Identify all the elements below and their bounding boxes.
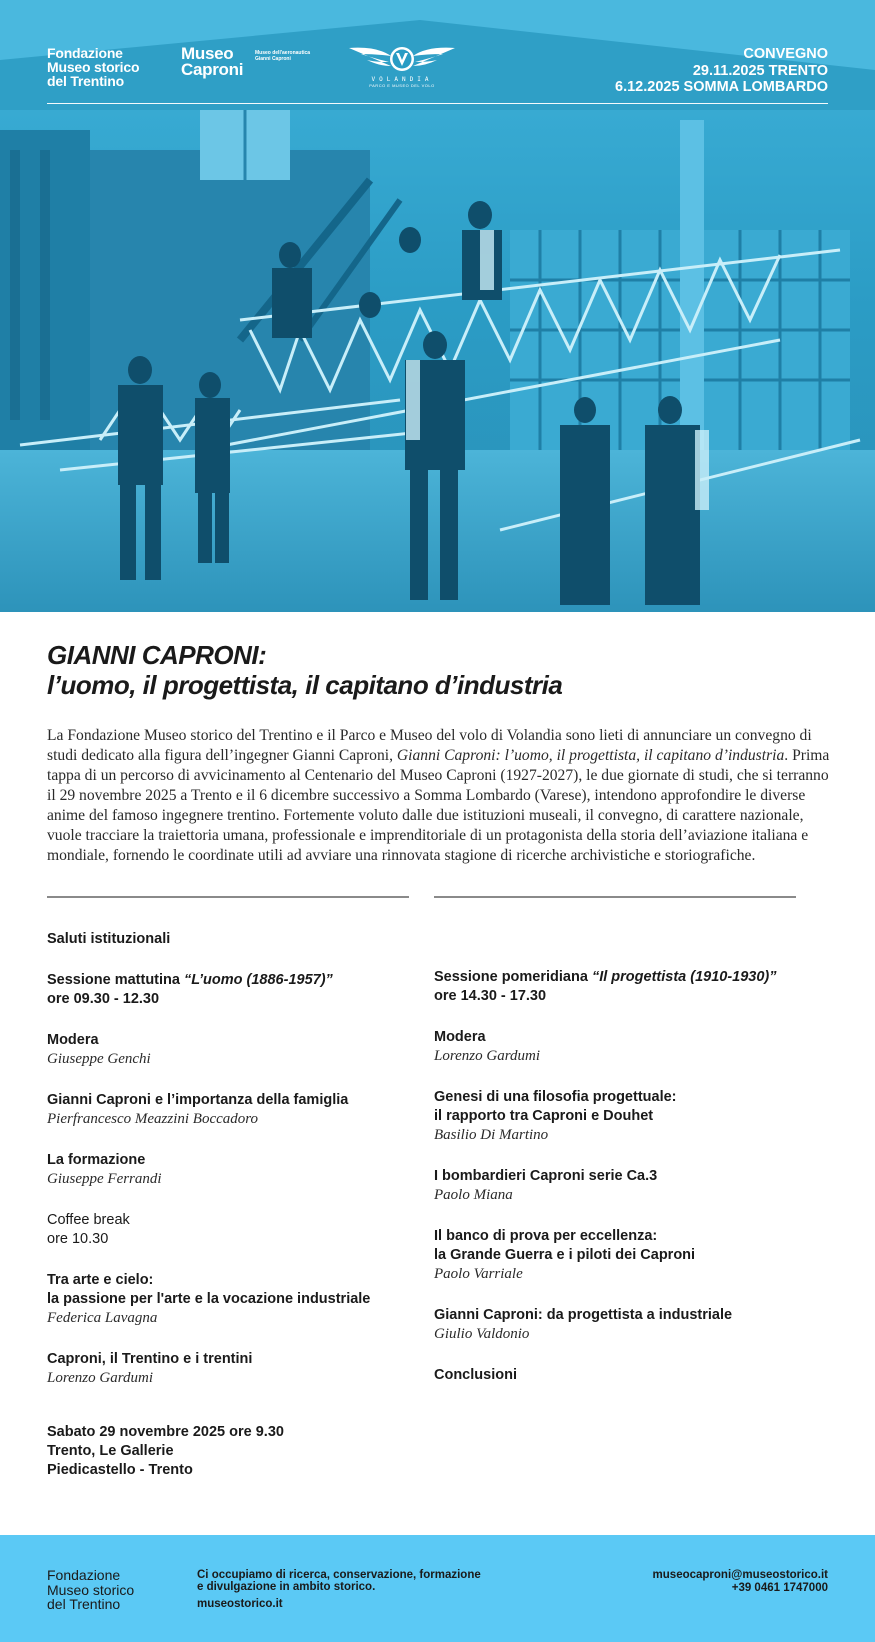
greetings: Saluti istituzionali: [47, 931, 171, 947]
footer-contact: [653, 1569, 828, 1594]
footer: [0, 1535, 875, 1642]
morning-moderator: Modera Giuseppe Genchi: [47, 1032, 151, 1067]
talk-item: Gianni Caproni: da progettista a industriale Giulio Valdonio: [434, 1307, 733, 1342]
volandia-logo: VOLANDIA PARCO E MUSEO DEL VOLO: [347, 42, 457, 92]
talk-item: Il banco di prova per eccellenza: la Grande Guerra e i piloti dei Caproni Paolo Varriale: [434, 1228, 696, 1282]
closing-remarks: Conclusioni: [434, 1367, 517, 1383]
afternoon-moderator: Modera Lorenzo Gardumi: [434, 1029, 540, 1064]
intro-italic-title: Gianni Caproni: l’uomo, il progettista, il capitano d’industria: [396, 747, 785, 764]
hero-header: [47, 44, 828, 104]
footer-mission: Ci occupiamo di ricerca, conservazione, formazione e divulgazione in ambito storico.: [197, 1569, 481, 1593]
venue-date: Sabato 29 novembre 2025 ore 9.30: [47, 1424, 284, 1440]
intro-paragraph: La Fondazione Museo storico del Trentino e il Parco e Museo del volo di Volandia sono lieti di annunciare un convegno di studi dedicato alla figura dell’ingegner Gianni Caproni, Gianni Caproni: l’uomo, il progettista, il capitano d’industria. Prima tappa di un percorso di avvicinamento al Centenario del Museo Caproni (1927-2027), le due giornate di studi, che si terranno il 29 novembre 2025 a Trento e il 6 dicembre successivo a Somma Lombardo (Varese), intendono approfondire le diverse anime del famoso ingegnere trentino. Fortemente voluto dalle due istituzioni museali, il convegno, di carattere nazionale, vuole tracciare la traiettoria umana, professionale e imprenditoriale di un protagonista della storia dell’aviazione italiana e mondiale, fornendo le coordinate utili ad avviare una rinnovata stagione di ricerche archivistiche e storiografiche.: [47, 727, 830, 864]
phone-number: +39 0461 1747000: [731, 1581, 828, 1594]
page-title: GIANNI CAPRONI: l’uomo, il progettista, il capitano d’industria: [47, 640, 563, 700]
email-link[interactable]: museocaproni@museostorico.it: [652, 1569, 828, 1581]
talk-item: Gianni Caproni e l’importanza della famiglia Pierfrancesco Meazzini Boccadoro: [47, 1092, 349, 1127]
divider: [434, 896, 796, 898]
program: [47, 896, 828, 1480]
afternoon-session: Sessione pomeridiana “Il progettista (1910-1930)” ore 14.30 - 17.30: [434, 969, 777, 1004]
hero-section: [0, 0, 875, 612]
fondazione-logo: Fondazione Museo storico del Trentino: [47, 45, 140, 89]
program-right-column: [434, 896, 796, 1480]
coffee-break: Coffee break ore 10.30: [47, 1212, 130, 1247]
venue-place: Trento, Le Gallerie: [47, 1443, 174, 1459]
footer-fondazione-logo: Fondazione Museo storico del Trentino: [47, 1567, 135, 1612]
talk-item: Caproni, il Trentino e i trentini Lorenzo Gardumi: [47, 1351, 253, 1386]
divider: [47, 896, 409, 898]
morning-session: Sessione mattutina “L’uomo (1886-1957)” ore 09.30 - 12.30: [47, 972, 333, 1007]
winged-v-icon: [347, 42, 457, 76]
website-link[interactable]: museostorico.it: [197, 1598, 283, 1610]
museo-caproni-logo: Museo Caproni: [181, 44, 244, 79]
talk-item: La formazione Giuseppe Ferrandi: [47, 1152, 162, 1187]
event-date-somma: 6.12.2025 SOMMA LOMBARDO: [615, 79, 828, 95]
museo-caproni-subtitle: Museo dell'aeronautica Gianni Caproni: [255, 50, 311, 62]
talk-item: Tra arte e cielo: la passione per l'arte e la vocazione industriale Federica Lavagna: [47, 1272, 371, 1326]
venue-address: Piedicastello - Trento: [47, 1462, 193, 1478]
event-date-trento: 29.11.2025 TRENTO: [692, 62, 828, 79]
talk-item: I bombardieri Caproni serie Ca.3 Paolo Miana: [434, 1168, 658, 1203]
talk-item: Genesi di una filosofia progettuale: il rapporto tra Caproni e Douhet Basilio Di Martino: [434, 1089, 677, 1143]
venue-info: [47, 1423, 409, 1480]
program-left-column: [47, 896, 409, 1480]
event-dates: [615, 46, 828, 96]
event-label: CONVEGNO: [743, 46, 828, 62]
main-content: [0, 612, 875, 1480]
